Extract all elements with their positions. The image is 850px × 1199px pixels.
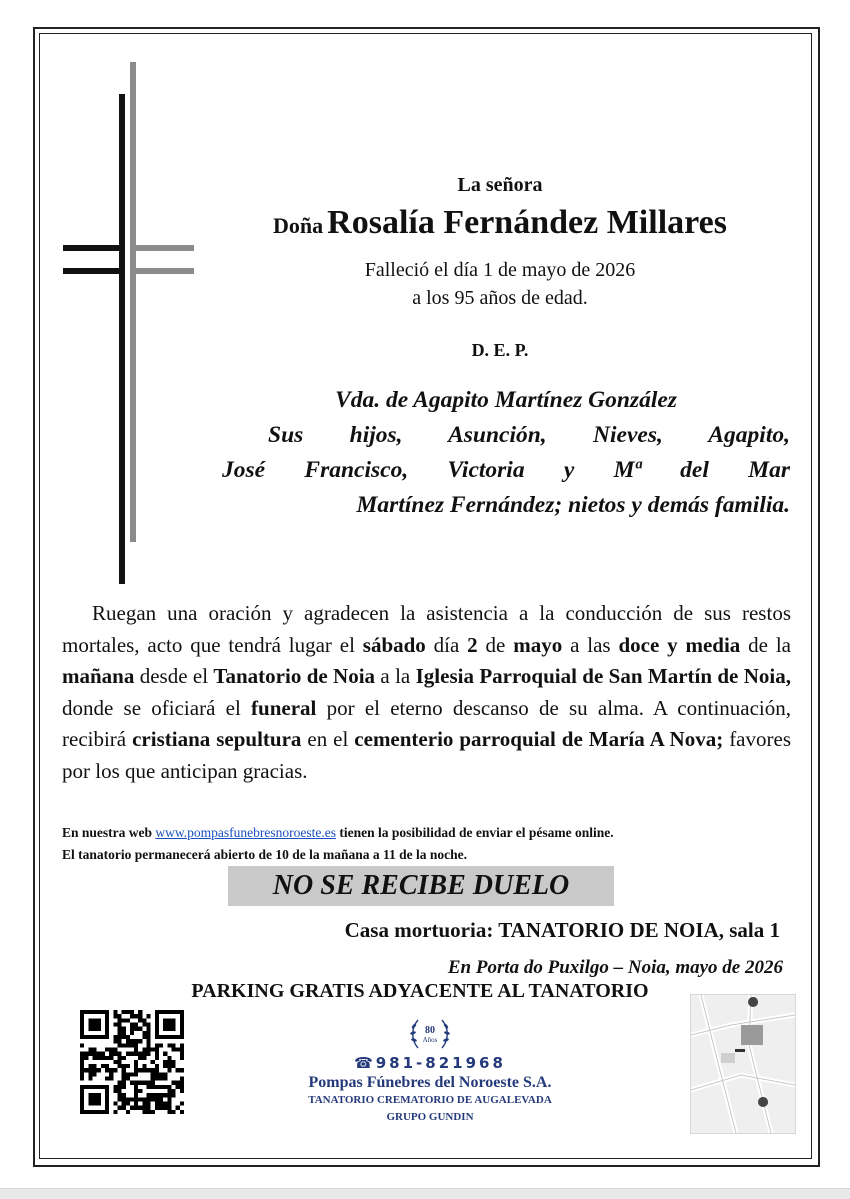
- notes: [62, 822, 791, 866]
- funeral-announcement: Ruegan una oración y agradecen la asistencia a la conducción de sus restos mortales, acto que tendrá lugar el sábado día 2 de mayo a las doce y media de la mañana desde el Tanatorio de Noia a la Iglesia Parroquial de San Martín de Noia, donde se oficiará el funeral por el eterno descanso de su alma. A continuación, recibirá cristiana sepultura en el cementerio parroquial de María A Nova; favores por los que anticipan gracias.: [62, 601, 792, 783]
- children-line-1: Sus hijos, Asunción, Nieves, Agapito,: [268, 422, 790, 448]
- death-date: Falleció el día 1 de mayo de 2026: [364, 259, 636, 281]
- group-name: GRUPO GUNDIN: [386, 1111, 474, 1123]
- family-list: [222, 383, 790, 523]
- phone-line: [330, 1054, 530, 1072]
- phone-number[interactable]: 981-821968: [375, 1054, 506, 1072]
- website-link[interactable]: www.pompasfunebresnoroeste.es: [155, 825, 336, 840]
- age-at-death: a los 95 años de edad.: [412, 287, 588, 309]
- children-line-2: José Francisco, Victoria y Mª del Mar: [222, 457, 790, 483]
- opening-hours-note: El tanatorio permanecerá abierto de 10 de la mañana a 11 de la noche.: [62, 847, 467, 862]
- company-name: Pompas Fúnebres del Noroeste S.A.: [308, 1074, 552, 1091]
- online-condolence-note: En nuestra web www.pompasfunebresnoroeste.es tienen la posibilidad de enviar el pésame online.: [62, 825, 614, 840]
- funeral-home: Casa mortuoria: TANATORIO DE NOIA, sala 1: [344, 918, 780, 942]
- name-prefix: Doña: [273, 213, 324, 238]
- deceased-name: Rosalía Fernández Millares: [327, 204, 727, 241]
- crematorium-name: TANATORIO CREMATORIO DE AUGALEVADA: [308, 1094, 552, 1106]
- logo-word: Años: [422, 1036, 438, 1044]
- children-line-3: Martínez Fernández; nietos y demás familia.: [356, 492, 790, 518]
- honorific-title: La señora: [457, 174, 543, 196]
- place-and-date: En Porta do Puxilgo – Noia, mayo de 2026: [447, 957, 783, 978]
- bottom-bar: [0, 1188, 850, 1199]
- phone-icon: ☎: [354, 1054, 376, 1072]
- memorial-cross-icon: [60, 62, 200, 587]
- widow-line: Vda. de Agapito Martínez González: [335, 387, 677, 413]
- rip-text: D. E. P.: [471, 340, 529, 360]
- death-info: [300, 256, 700, 312]
- deceased-name-line: [190, 204, 810, 242]
- laurel-logo-icon: [408, 1012, 452, 1056]
- logo-number: 80: [425, 1025, 435, 1036]
- no-condolence-banner: NO SE RECIBE DUELO: [228, 866, 614, 906]
- location-map[interactable]: [690, 994, 796, 1134]
- qr-code[interactable]: [80, 1010, 184, 1114]
- parking-note: PARKING GRATIS ADYACENTE AL TANATORIO: [191, 980, 649, 1002]
